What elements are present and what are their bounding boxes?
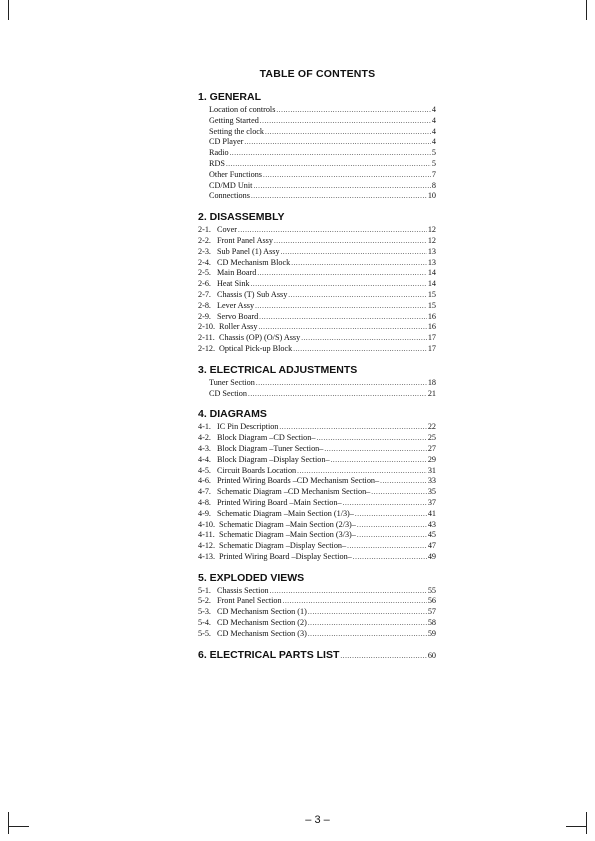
entry-page: 27 [427, 443, 436, 453]
entry-page: 58 [427, 618, 436, 628]
dot-leader [276, 105, 431, 116]
toc-section [198, 364, 436, 409]
dot-leader [308, 618, 427, 629]
toc-entry [198, 476, 436, 487]
dot-leader [340, 652, 426, 660]
entry-title: Tuner Section [209, 377, 255, 387]
toc-entry [198, 105, 436, 116]
dot-leader [297, 466, 427, 477]
entry-title: Chassis Section [217, 585, 269, 595]
toc-entry [198, 170, 436, 181]
entry-page: 45 [427, 530, 436, 540]
entry-title: Front Panel Assy [217, 235, 273, 245]
crop-mark [566, 826, 586, 827]
dot-leader [253, 181, 430, 192]
dot-leader [281, 247, 427, 258]
entry-page: 57 [427, 607, 436, 617]
entry-page: 13 [427, 246, 436, 256]
entry-title: Getting Started [209, 115, 259, 125]
entry-title: Lever Assy [217, 300, 255, 310]
dot-leader [255, 301, 427, 312]
entry-title: CD Player [209, 137, 244, 147]
entry-title: Schematic Diagram –Main Section (1/3)– [217, 508, 354, 518]
section-heading: 4. DIAGRAMS [198, 408, 267, 421]
entry-page: 59 [427, 628, 436, 638]
entry-title: Block Diagram –Tuner Section– [217, 443, 324, 453]
section-gap [198, 563, 436, 572]
entry-number: 5-5. [198, 628, 211, 638]
toc-entry [198, 520, 436, 531]
dot-leader [260, 116, 431, 127]
dot-leader [244, 137, 431, 148]
entry-title: Cover [217, 225, 238, 235]
entry-page: 7 [431, 169, 436, 179]
entry-title: IC Pin Description [217, 422, 279, 432]
dot-leader [355, 509, 427, 520]
entry-title: Servo Board [217, 311, 259, 321]
entry-title: Block Diagram –Display Section– [217, 454, 330, 464]
toc-entry [198, 509, 436, 520]
crop-mark [9, 826, 29, 827]
dot-leader [230, 148, 431, 159]
entry-page: 49 [427, 551, 436, 561]
dot-leader [279, 422, 426, 433]
toc-entry [198, 618, 436, 629]
entry-title: Printed Wiring Boards –CD Mechanism Section– [217, 476, 380, 486]
toc-entry [198, 530, 436, 541]
entry-number: 2-8. [198, 300, 211, 310]
entry-page: 33 [427, 476, 436, 486]
entry-number: 4-9. [198, 508, 211, 518]
entry-number: 4-4. [198, 454, 211, 464]
toc-entry [198, 258, 436, 269]
entry-page: 4 [431, 126, 436, 136]
entry-number: 4-2. [198, 433, 211, 443]
entry-page: 22 [427, 422, 436, 432]
crop-mark [586, 0, 587, 20]
toc-entry [198, 498, 436, 509]
entry-number: 2-7. [198, 289, 211, 299]
toc-entry-final [198, 649, 436, 662]
entry-number: 4-7. [198, 487, 211, 497]
dot-leader [308, 607, 427, 618]
entry-number: 4-1. [198, 422, 211, 432]
entry-title: Roller Assy [219, 322, 258, 332]
entry-number: 2-12. [198, 343, 216, 353]
toc-section [198, 91, 436, 211]
entry-page: 12 [427, 235, 436, 245]
dot-leader [291, 258, 427, 269]
entry-number: 4-10. [198, 519, 216, 529]
entry-title: Schematic Diagram –CD Mechanism Section– [217, 487, 371, 497]
entry-page: 5 [431, 158, 436, 168]
toc-entry [198, 268, 436, 279]
dot-leader [301, 333, 427, 344]
dot-leader [248, 389, 427, 400]
entry-number: 4-12. [198, 541, 216, 551]
dot-leader [251, 191, 427, 202]
dot-leader [274, 236, 427, 247]
entry-title: Schematic Diagram –Main Section (2/3)– [219, 519, 356, 529]
entry-title: Setting the clock [209, 126, 265, 136]
toc-entry [198, 159, 436, 170]
entry-page: 13 [427, 257, 436, 267]
entry-number: 5-1. [198, 585, 211, 595]
dot-leader [357, 520, 427, 531]
toc-entry [198, 466, 436, 477]
entry-title: RDS [209, 158, 225, 168]
entry-title: CD Mechanism Block [217, 257, 291, 267]
section-heading: 2. DISASSEMBLY [198, 211, 285, 224]
section-heading: 6. ELECTRICAL PARTS LIST [198, 648, 340, 661]
entry-number: 4-8. [198, 497, 211, 507]
toc-entry [198, 191, 436, 202]
toc-entry [198, 378, 436, 389]
toc-section [198, 572, 436, 649]
section-heading: 5. EXPLODED VIEWS [198, 571, 305, 584]
entry-title: CD Mechanism Section (1) [217, 607, 307, 617]
toc-entry [198, 607, 436, 618]
entry-number: 2-3. [198, 246, 211, 256]
toc-entry [198, 344, 436, 355]
section-gap [198, 640, 436, 649]
entry-number: 2-4. [198, 257, 211, 267]
entry-page: 10 [427, 191, 436, 201]
entry-title: Schematic Diagram –Main Section (3/3)– [219, 530, 356, 540]
toc-entry [198, 422, 436, 433]
entry-page: 43 [427, 519, 436, 529]
toc-entry [198, 312, 436, 323]
toc-entry [198, 552, 436, 563]
toc-entry [198, 247, 436, 258]
toc-entry [198, 333, 436, 344]
entry-title: CD/MD Unit [209, 180, 253, 190]
entry-page: 16 [427, 311, 436, 321]
section-gap [198, 355, 436, 364]
dot-leader [238, 225, 427, 236]
entry-number: 4-5. [198, 465, 211, 475]
toc-entry [198, 596, 436, 607]
entry-page: 15 [427, 289, 436, 299]
entry-page: 17 [427, 333, 436, 343]
toc-entry [198, 181, 436, 192]
toc-section [198, 408, 436, 571]
entry-page: 4 [431, 115, 436, 125]
section-heading: 1. GENERAL [198, 91, 262, 103]
entry-number: 2-6. [198, 279, 211, 289]
dot-leader [258, 322, 426, 333]
section-gap [198, 202, 436, 211]
toc-section [198, 211, 436, 364]
entry-page: 15 [427, 300, 436, 310]
toc-entry [198, 586, 436, 597]
dot-leader [226, 159, 431, 170]
entry-page: 37 [427, 497, 436, 507]
entry-page: 5 [431, 148, 436, 158]
toc-entry [198, 301, 436, 312]
entry-title: Block Diagram –CD Section– [217, 433, 316, 443]
toc-entry [198, 127, 436, 138]
entry-title: Sub Panel (1) Assy [217, 246, 280, 256]
entry-title: Printed Wiring Board –Main Section– [217, 497, 342, 507]
toc-entry [198, 225, 436, 236]
toc-entry [198, 236, 436, 247]
dot-leader [316, 433, 426, 444]
dot-leader [347, 541, 427, 552]
dot-leader [357, 530, 427, 541]
entry-title: Other Functions [209, 169, 262, 179]
dot-leader [371, 487, 427, 498]
entry-number: 4-11. [198, 530, 215, 540]
entry-title: Location of controls [209, 105, 276, 114]
dot-leader [259, 312, 427, 323]
entry-number: 5-4. [198, 618, 211, 628]
entry-page: 4 [431, 105, 436, 114]
dot-leader [251, 279, 427, 290]
toc-entry [198, 629, 436, 640]
dot-leader [270, 586, 427, 597]
dot-leader [257, 268, 426, 279]
section-gap [198, 399, 436, 408]
toc-entry [198, 290, 436, 301]
entry-number: 2-2. [198, 235, 211, 245]
toc-entry [198, 433, 436, 444]
dot-leader [263, 170, 431, 181]
entry-number: 2-10. [198, 322, 216, 332]
entry-title: Radio [209, 148, 229, 158]
entry-title: Chassis (OP) (O/S) Assy [219, 333, 301, 343]
entry-title: Front Panel Section [217, 596, 282, 606]
toc-entry [198, 455, 436, 466]
toc-entry [198, 487, 436, 498]
toc-entry [198, 541, 436, 552]
section-heading: 3. ELECTRICAL ADJUSTMENTS [198, 363, 358, 376]
entry-page: 29 [427, 454, 436, 464]
dot-leader [265, 127, 431, 138]
entry-page: 18 [427, 377, 436, 387]
dot-leader [283, 596, 427, 607]
entry-number: 4-6. [198, 476, 211, 486]
dot-leader [380, 476, 427, 487]
entry-page: 60 [427, 650, 436, 660]
crop-mark [8, 0, 9, 20]
entry-page: 35 [427, 487, 436, 497]
entry-title: Heat Sink [217, 279, 250, 289]
entry-page: 31 [427, 465, 436, 475]
dot-leader [293, 344, 427, 355]
dot-leader [353, 552, 427, 563]
document-title: TABLE OF CONTENTS [259, 68, 376, 80]
page-number: – 3 – [305, 814, 330, 826]
dot-leader [324, 444, 426, 455]
entry-number: 4-13. [198, 551, 216, 561]
dot-leader [331, 455, 427, 466]
toc-entry [198, 137, 436, 148]
entry-title: CD Mechanism Section (3) [217, 628, 307, 638]
entry-title: Chassis (T) Sub Assy [217, 289, 288, 299]
toc-entry [198, 116, 436, 127]
entry-title: Printed Wiring Board –Display Section– [219, 551, 352, 561]
dot-leader [256, 378, 427, 389]
toc-entry [198, 389, 436, 400]
entry-number: 5-2. [198, 596, 211, 606]
entry-page: 16 [427, 322, 436, 332]
entry-number: 2-11. [198, 333, 215, 343]
entry-page: 21 [427, 388, 436, 398]
entry-title: CD Section [209, 388, 247, 398]
entry-page: 4 [431, 137, 436, 147]
toc-entry [198, 444, 436, 455]
entry-number: 5-3. [198, 607, 211, 617]
table-of-contents [198, 91, 436, 662]
entry-page: 14 [427, 279, 436, 289]
dot-leader [343, 498, 427, 509]
toc-entry [198, 322, 436, 333]
entry-title: Schematic Diagram –Display Section– [219, 541, 347, 551]
entry-page: 56 [427, 596, 436, 606]
entry-title: Circuit Boards Location [217, 465, 297, 475]
entry-number: 2-1. [198, 225, 211, 235]
entry-page: 55 [427, 585, 436, 595]
toc-entry [198, 148, 436, 159]
toc-entry [198, 279, 436, 290]
entry-title: Optical Pick-up Block [219, 343, 293, 353]
entry-page: 14 [427, 268, 436, 278]
entry-page: 12 [427, 225, 436, 235]
dot-leader [288, 290, 427, 301]
entry-page: 8 [431, 180, 436, 190]
entry-page: 41 [427, 508, 436, 518]
entry-page: 25 [427, 433, 436, 443]
entry-page: 47 [427, 541, 436, 551]
entry-number: 2-5. [198, 268, 211, 278]
entry-page: 17 [427, 343, 436, 353]
entry-title: CD Mechanism Section (2) [217, 618, 307, 628]
entry-number: 4-3. [198, 443, 211, 453]
dot-leader [308, 629, 427, 640]
entry-title: Connections [209, 191, 250, 201]
entry-number: 2-9. [198, 311, 211, 321]
entry-title: Main Board [217, 268, 257, 278]
